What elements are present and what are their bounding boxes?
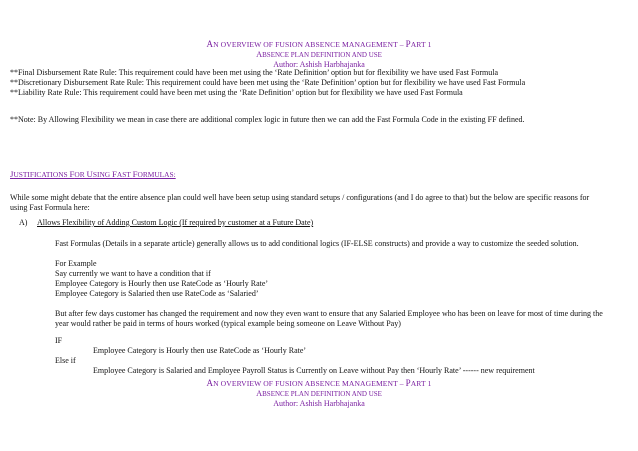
footer-title: AN OVERVIEW OF FUSION ABSENCE MANAGEMENT – PART 1	[206, 378, 432, 388]
example-line-3: Employee Category is Hourly then use RateCode as ‘Hourly Rate’	[55, 279, 269, 288]
else-if-body: Employee Category is Salaried and Employee Payroll Status is Currently on Leave without Pay then ‘Hourly Rate’ ------ new requirement	[93, 366, 535, 375]
rule-discretionary-disbursement: **Discretionary Disbursement Rate Rule: This requirement could have been met using the ‘Rate Definition’ option but for flexibility we have used Fast Formula	[10, 78, 526, 87]
page-header	[0, 39, 638, 70]
header-title: AN OVERVIEW OF FUSION ABSENCE MANAGEMENT – PART 1	[206, 39, 432, 49]
flexibility-note: **Note: By Allowing Flexibility we mean in case there are additional complex logic in future then we can add the Fast Formula Code in the existing FF defined.	[10, 115, 525, 124]
intro-paragraph: While some might debate that the entire absence plan could well have been setup using standard setups / configurations (and I do agree to that) but the below are specific reasons for using Fast Formula here:	[10, 193, 590, 212]
footer-author: Author: Ashish Harbhajanka	[273, 399, 365, 408]
rule-final-disbursement: **Final Disbursement Rate Rule: This requirement could have been met using the ‘Rate Definition’ option but for flexibility we have used Fast Formula	[10, 68, 499, 77]
rule-liability-rate: **Liability Rate Rule: This requirement could have been met using the ‘Rate Definition’ option but for flexibility we have used Fast Formula	[10, 88, 463, 97]
item-a-paragraph-1: Fast Formulas (Details in a separate article) generally allows us to add conditional logics (IF-ELSE constructs) and provide a way to customize the seeded solution.	[55, 239, 579, 248]
header-author: Author: Ashish Harbhajanka	[273, 60, 365, 69]
if-label: IF	[55, 336, 63, 345]
item-a-heading: Allows Flexibility of Adding Custom Logic (If required by customer at a Future Date)	[37, 218, 314, 227]
header-subtitle: ABSENCE PLAN DEFINITION AND USE	[256, 50, 382, 59]
item-a-paragraph-2: But after few days customer has changed the requirement and now they even want to ensure that any Salaried Employee who has been on leave for most of time during the year would rather be paid in terms of hours worked (typical example being someone on Leave Without Pay)	[55, 309, 603, 328]
else-if-label: Else if	[55, 356, 76, 365]
if-body: Employee Category is Hourly then use RateCode as ‘Hourly Rate’	[93, 346, 307, 355]
footer-subtitle: ABSENCE PLAN DEFINITION AND USE	[256, 389, 382, 398]
example-line-1: For Example	[55, 259, 97, 268]
page-footer-header	[0, 378, 638, 409]
item-a-marker: A)	[19, 218, 28, 227]
example-line-2: Say currently we want to have a condition that if	[55, 269, 211, 278]
example-line-4: Employee Category is Salaried then use RateCode as ‘Salaried’	[55, 289, 259, 298]
section-heading-justifications: JUSTIFICATIONS FOR USING FAST FORMULAS:	[10, 169, 176, 179]
